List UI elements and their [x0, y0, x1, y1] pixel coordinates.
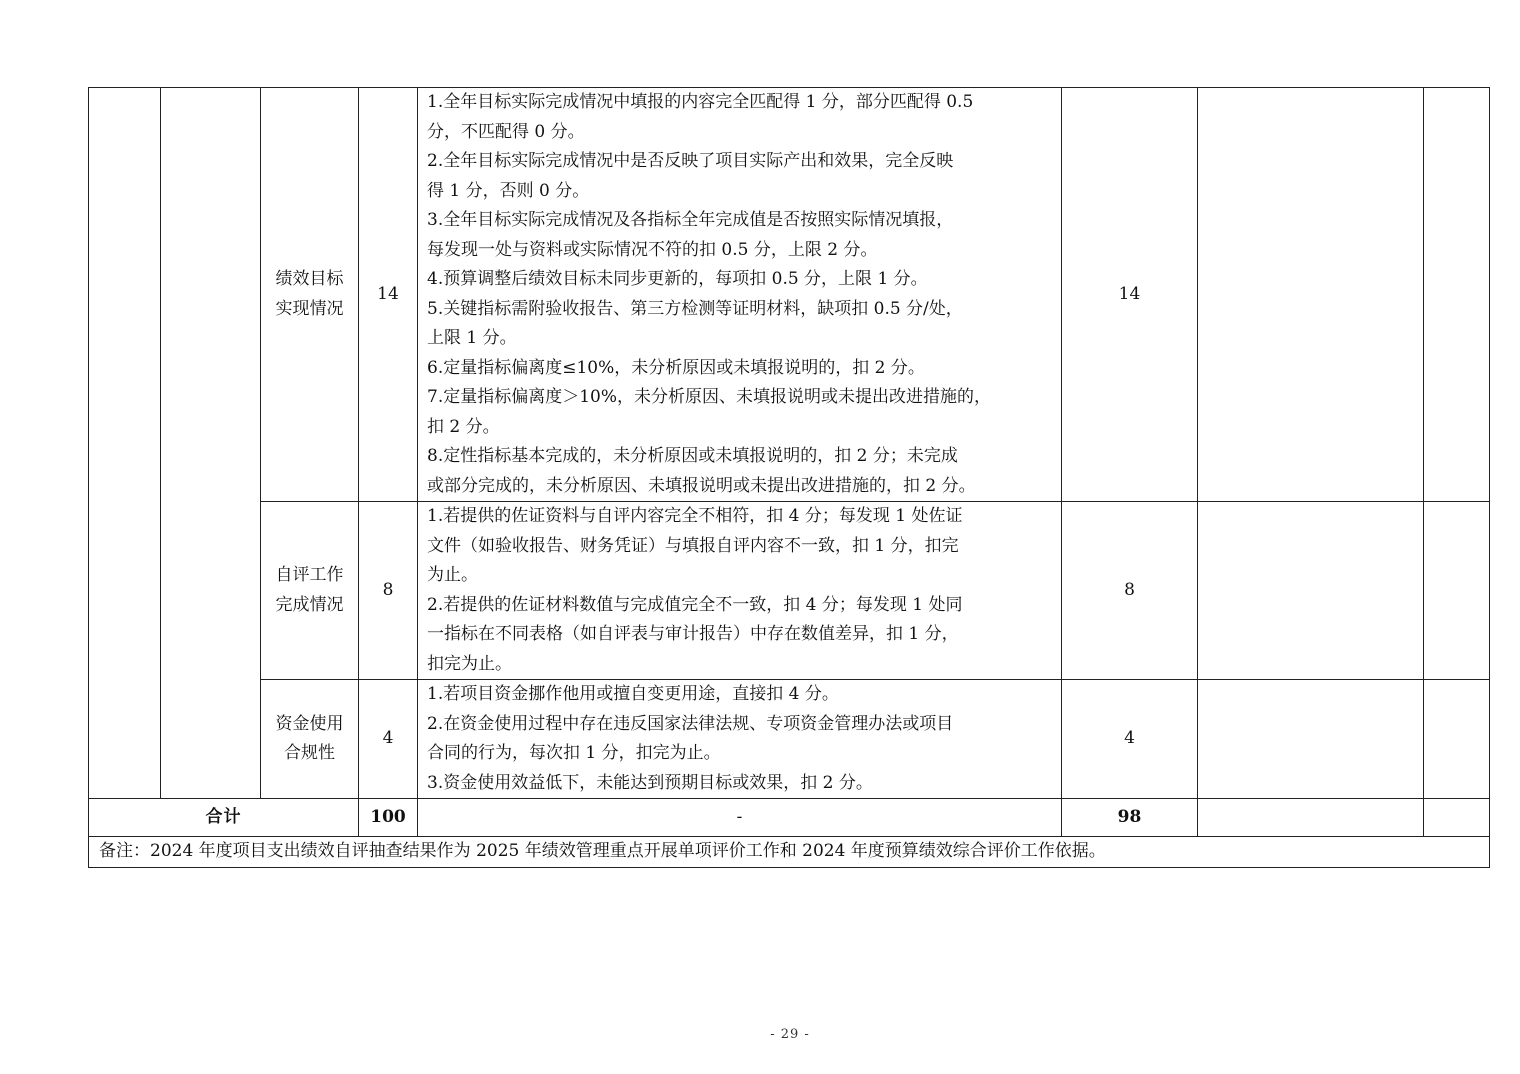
indicator-score-cell: 8: [359, 502, 418, 680]
scoring-criteria-cell: [418, 502, 1062, 680]
criteria-line: 2.若提供的佐证材料数值与完成值完全不一致，扣 4 分；每发现 1 处同: [427, 594, 963, 615]
criteria-line: 5.关键指标需附验收报告、第三方检测等证明材料，缺项扣 0.5 分/处，: [427, 298, 963, 319]
table-row: [89, 502, 1490, 680]
empty-cell: [1198, 799, 1424, 837]
actual-score-cell: 4: [1062, 680, 1198, 799]
criteria-line: 1.若提供的佐证资料与自评内容完全不相符，扣 4 分；每发现 1 处佐证: [427, 506, 963, 526]
criteria-line: 8.定性指标基本完成的，未分析原因或未填报说明的，扣 2 分；未完成: [427, 446, 958, 466]
actual-score-cell: 8: [1062, 502, 1198, 680]
indicator-name-line: 资金使用: [275, 713, 344, 734]
category-level2-cell: [161, 88, 261, 799]
total-score: 100: [359, 799, 418, 837]
indicator-score-cell: 4: [359, 680, 418, 799]
criteria-line: 1.全年目标实际完成情况中填报的内容完全匹配得 1 分，部分匹配得 0.5: [427, 92, 974, 112]
empty-cell: [1198, 680, 1424, 799]
table-row: [89, 680, 1490, 799]
criteria-line: 3.全年目标实际完成情况及各指标全年完成值是否按照实际情况填报，: [427, 210, 954, 230]
table-row: [89, 88, 1490, 502]
remark-text: 备注：2024 年度项目支出绩效自评抽查结果作为 2025 年绩效管理重点开展单项评价工作和 2024 年度预算绩效综合评价工作依据。: [89, 837, 1490, 868]
indicator-name-cell: [261, 680, 359, 799]
indicator-name-cell: [261, 502, 359, 680]
scoring-criteria-cell: [418, 680, 1062, 799]
criteria-line: 为止。: [427, 565, 478, 585]
empty-cell: [1424, 680, 1490, 799]
criteria-line: 或部分完成的，未分析原因、未填报说明或未提出改进措施的，扣 2 分。: [427, 475, 976, 496]
total-label: 合计: [89, 799, 359, 837]
total-criteria: -: [418, 799, 1062, 837]
empty-cell: [1424, 502, 1490, 680]
indicator-score-cell: 14: [359, 88, 418, 502]
empty-cell: [1424, 799, 1490, 837]
page-number: - 29 -: [770, 1027, 810, 1042]
category-level1-cell: [89, 88, 161, 799]
actual-score-cell: 14: [1062, 88, 1198, 502]
indicator-name-line: 完成情况: [275, 594, 344, 615]
indicator-name-cell: [261, 88, 359, 502]
remark-row: [89, 837, 1490, 868]
criteria-line: 2.在资金使用过程中存在违反国家法律法规、专项资金管理办法或项目: [427, 713, 954, 734]
criteria-line: 6.定量指标偏离度≤10%，未分析原因或未填报说明的，扣 2 分。: [427, 357, 925, 378]
evaluation-score-table: [88, 87, 1490, 868]
indicator-name-line: 绩效目标: [275, 269, 344, 289]
criteria-line: 一指标在不同表格（如自评表与审计报告）中存在数值差异，扣 1 分，: [427, 624, 959, 644]
total-actual-score: 98: [1062, 799, 1198, 837]
criteria-line: 扣完为止。: [427, 653, 512, 674]
empty-cell: [1424, 88, 1490, 502]
criteria-line: 3.资金使用效益低下，未能达到预期目标或效果，扣 2 分。: [427, 772, 873, 793]
indicator-name-line: 自评工作: [275, 565, 344, 585]
criteria-line: 4.预算调整后绩效目标未同步更新的，每项扣 0.5 分，上限 1 分。: [427, 269, 928, 289]
indicator-name-line: 合规性: [284, 743, 335, 763]
criteria-line: 1.若项目资金挪作他用或擅自变更用途，直接扣 4 分。: [427, 684, 839, 704]
criteria-line: 扣 2 分。: [427, 416, 500, 437]
empty-cell: [1198, 502, 1424, 680]
criteria-line: 上限 1 分。: [427, 328, 517, 348]
criteria-line: 分，不匹配得 0 分。: [427, 121, 585, 142]
criteria-line: 文件（如验收报告、财务凭证）与填报自评内容不一致，扣 1 分，扣完: [427, 535, 959, 556]
criteria-line: 得 1 分，否则 0 分。: [427, 180, 590, 201]
scoring-criteria-cell: [418, 88, 1062, 502]
indicator-name-line: 实现情况: [275, 298, 344, 319]
criteria-line: 每发现一处与资料或实际情况不符的扣 0.5 分，上限 2 分。: [427, 239, 878, 260]
criteria-line: 合同的行为，每次扣 1 分，扣完为止。: [427, 743, 721, 763]
criteria-line: 7.定量指标偏离度＞10%，未分析原因、未填报说明或未提出改进措施的，: [427, 387, 992, 407]
criteria-line: 2.全年目标实际完成情况中是否反映了项目实际产出和效果，完全反映: [427, 151, 954, 171]
total-row: [89, 799, 1490, 837]
empty-cell: [1198, 88, 1424, 502]
